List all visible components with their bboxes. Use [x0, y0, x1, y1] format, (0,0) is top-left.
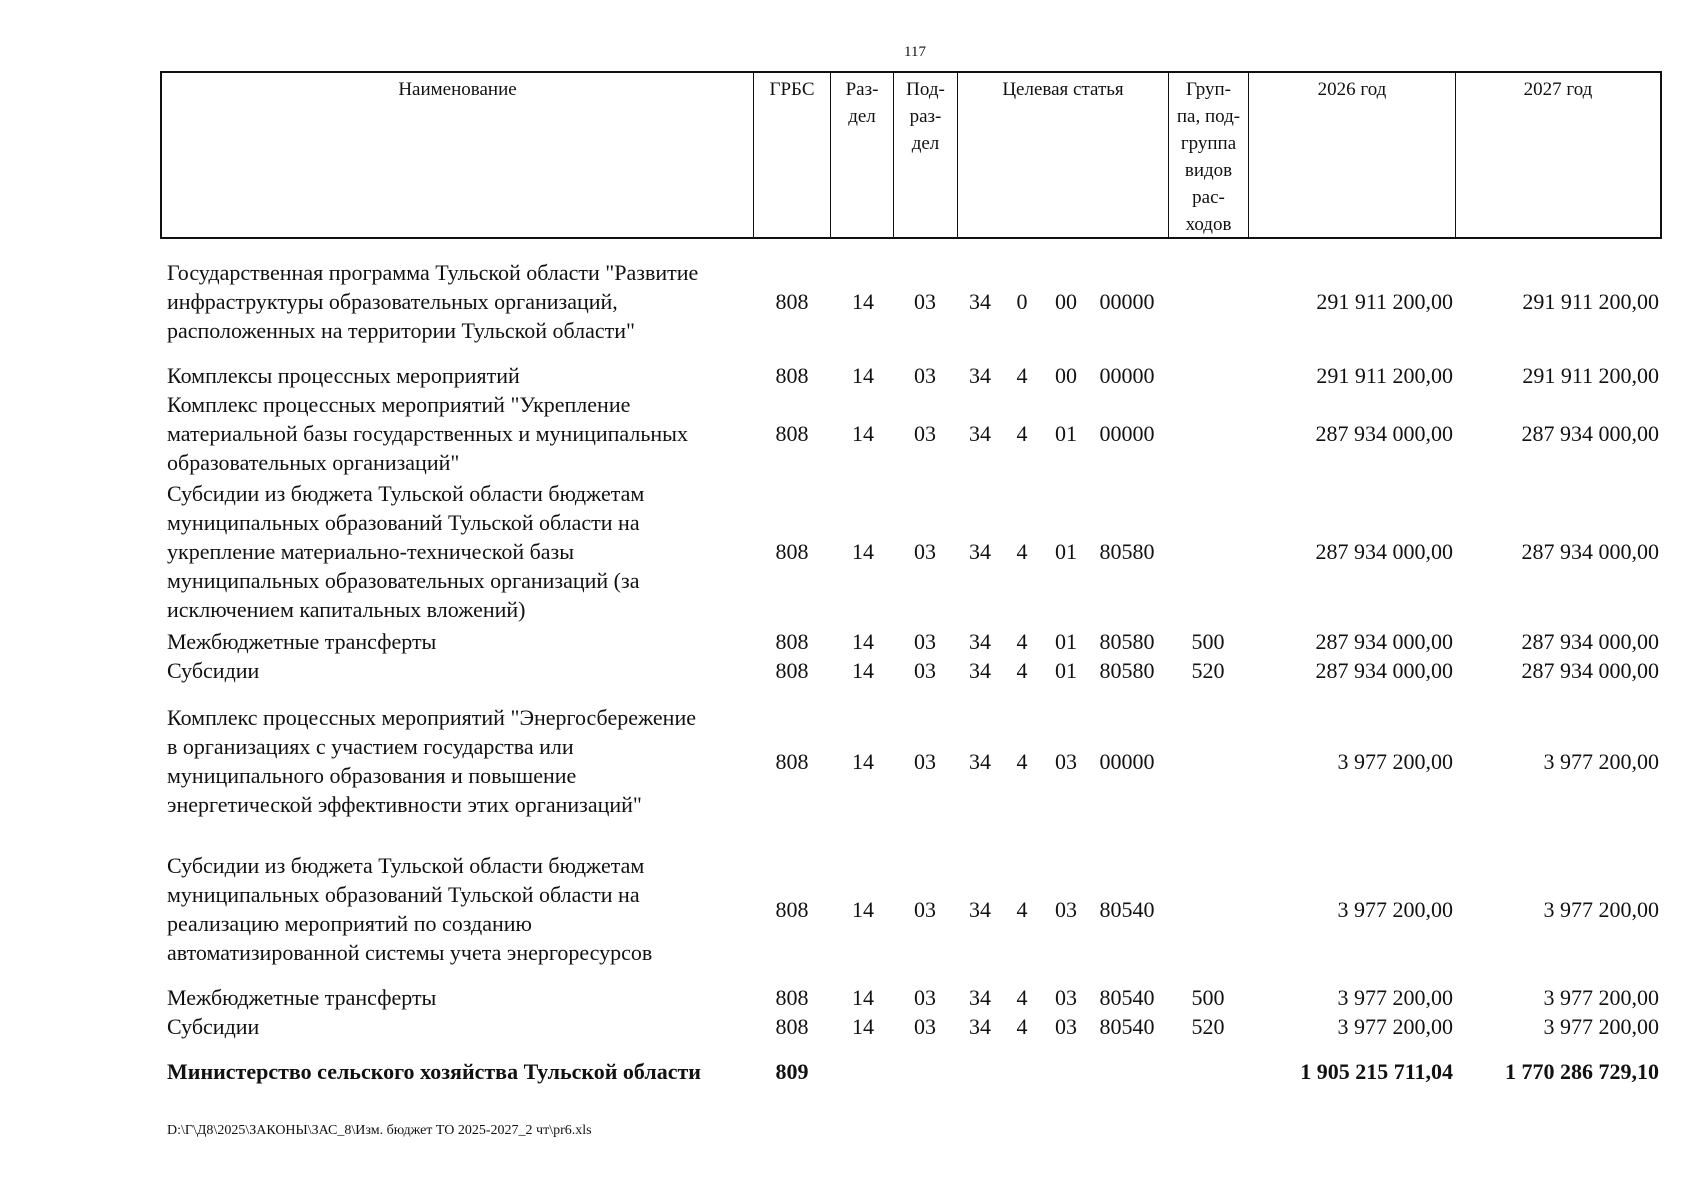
row-cs-type: 4 — [1016, 897, 1028, 922]
row-razdel: 14 — [852, 363, 874, 388]
row-amount-2027: 287 934 000,00 — [1521, 421, 1659, 446]
row-grbs: 808 — [775, 363, 809, 388]
row-grbs: 808 — [775, 749, 809, 774]
row-name: Субсидии — [167, 658, 260, 683]
row-name: Межбюджетные трансферты — [167, 629, 437, 654]
row-cs-program: 34 — [969, 897, 991, 922]
row-amount-2027: 291 911 200,00 — [1522, 289, 1659, 314]
row-cs-program: 34 — [969, 421, 991, 446]
row-grbs: 808 — [775, 658, 809, 683]
row-razdel: 14 — [852, 289, 874, 314]
row-podrazdel: 03 — [914, 985, 936, 1010]
row-razdel: 14 — [852, 421, 874, 446]
row-amount-2026: 287 934 000,00 — [1315, 629, 1453, 654]
row-cs-structure: 00 — [1055, 363, 1077, 388]
row-grbs: 808 — [775, 1014, 809, 1039]
row-cs-direction: 80540 — [1099, 1014, 1155, 1039]
header-year-2027: 2027 год — [1523, 79, 1593, 100]
header-gruppa-vidov-rashodov: Груп- па, под- группа видов рас- ходов — [1169, 73, 1249, 237]
row-cs-type: 4 — [1016, 985, 1028, 1010]
row-cs-direction: 80580 — [1099, 539, 1155, 564]
row-amount-2027: 291 911 200,00 — [1522, 363, 1659, 388]
row-grbs: 808 — [775, 539, 809, 564]
header-year-2026: 2026 год — [1249, 73, 1456, 237]
row-amount-2027: 287 934 000,00 — [1521, 658, 1659, 683]
file-path-footer: D:\Г\Д8\2025\ЗАКОНЫ\ЗАС_8\Изм. бюджет ТО 2025-2027_2 чт\pr6.xls — [167, 1123, 592, 1138]
row-podrazdel: 03 — [914, 749, 936, 774]
row-name: Министерство сельского хозяйства Тульской области — [167, 1059, 701, 1084]
row-cs-type: 4 — [1016, 629, 1028, 654]
row-razdel: 14 — [852, 985, 874, 1010]
row-cs-program: 34 — [969, 749, 991, 774]
row-podrazdel: 03 — [914, 289, 936, 314]
row-amount-2026: 3 977 200,00 — [1337, 749, 1453, 774]
row-razdel: 14 — [852, 1014, 874, 1039]
table-header — [160, 71, 1662, 239]
row-amount-2026: 3 977 200,00 — [1337, 985, 1453, 1010]
row-cs-direction: 80580 — [1099, 629, 1155, 654]
row-razdel: 14 — [852, 658, 874, 683]
row-amount-2026: 291 911 200,00 — [1316, 289, 1453, 314]
row-razdel: 14 — [852, 539, 874, 564]
row-vid-rashodov: 500 — [1191, 985, 1225, 1010]
row-cs-program: 34 — [969, 985, 991, 1010]
row-name: Комплекс процессных мероприятий "Энергосбережение в организациях с участием государства или муниципального образования и повышение энергетической эффективности этих организаций" — [167, 705, 696, 817]
row-amount-2027: 3 977 200,00 — [1543, 749, 1659, 774]
row-amount-2026: 3 977 200,00 — [1337, 897, 1453, 922]
row-cs-program: 34 — [969, 363, 991, 388]
row-amount-2026: 287 934 000,00 — [1315, 658, 1453, 683]
row-cs-type: 0 — [1016, 289, 1028, 314]
row-cs-program: 34 — [969, 539, 991, 564]
row-podrazdel: 03 — [914, 363, 936, 388]
row-grbs: 808 — [775, 289, 809, 314]
row-grbs: 808 — [775, 985, 809, 1010]
row-podrazdel: 03 — [914, 539, 936, 564]
row-cs-type: 4 — [1016, 1014, 1028, 1039]
row-amount-2026: 3 977 200,00 — [1337, 1014, 1453, 1039]
row-cs-direction: 00000 — [1099, 749, 1155, 774]
row-name: Субсидии из бюджета Тульской области бюджетам муниципальных образований Тульской области на укрепление материально-технической базы муниципальных образовательных организаций (за исключением капитальных вложений) — [167, 481, 645, 622]
row-razdel: 14 — [852, 897, 874, 922]
row-name: Комплексы процессных мероприятий — [167, 363, 520, 388]
row-amount-2026: 287 934 000,00 — [1315, 539, 1453, 564]
row-cs-structure: 03 — [1055, 1014, 1077, 1039]
row-cs-direction: 00000 — [1099, 289, 1155, 314]
row-podrazdel: 03 — [914, 1014, 936, 1039]
header-name: Наименование — [162, 73, 754, 237]
row-amount-2026: 291 911 200,00 — [1316, 363, 1453, 388]
row-cs-program: 34 — [969, 1014, 991, 1039]
row-cs-structure: 01 — [1055, 629, 1077, 654]
row-vid-rashodov: 520 — [1191, 1014, 1225, 1039]
row-name: Государственная программа Тульской области "Развитие инфраструктуры образовательных организаций, расположенных на территории Тульской области" — [167, 260, 699, 343]
row-amount-2027: 3 977 200,00 — [1543, 1014, 1659, 1039]
row-cs-direction: 80580 — [1099, 658, 1155, 683]
row-cs-direction: 00000 — [1099, 363, 1155, 388]
row-amount-2027: 1 770 286 729,10 — [1505, 1059, 1659, 1084]
row-cs-program: 34 — [969, 289, 991, 314]
row-cs-structure: 03 — [1055, 749, 1077, 774]
row-amount-2027: 287 934 000,00 — [1521, 629, 1659, 654]
row-podrazdel: 03 — [914, 897, 936, 922]
header-podrazdel: Под- раз- дел — [894, 73, 958, 237]
row-amount-2026: 1 905 215 711,04 — [1300, 1059, 1453, 1084]
row-cs-structure: 03 — [1055, 985, 1077, 1010]
row-name: Субсидии из бюджета Тульской области бюджетам муниципальных образований Тульской области на реализацию мероприятий по созданию автоматизированной системы учета энергоресурсов — [167, 853, 653, 965]
row-podrazdel: 03 — [914, 421, 936, 446]
row-cs-direction: 00000 — [1099, 421, 1155, 446]
row-razdel: 14 — [852, 749, 874, 774]
row-grbs: 809 — [775, 1059, 809, 1084]
row-name: Комплекс процессных мероприятий "Укрепление материальной базы государственных и муниципальных образовательных организаций" — [167, 392, 688, 475]
header-celevaya-statya: Целевая статья — [958, 73, 1169, 237]
row-cs-type: 4 — [1016, 363, 1028, 388]
row-cs-type: 4 — [1016, 658, 1028, 683]
row-cs-direction: 80540 — [1099, 985, 1155, 1010]
row-cs-structure: 01 — [1055, 539, 1077, 564]
row-cs-type: 4 — [1016, 421, 1028, 446]
row-grbs: 808 — [775, 629, 809, 654]
row-cs-type: 4 — [1016, 749, 1028, 774]
row-amount-2027: 287 934 000,00 — [1521, 539, 1659, 564]
row-grbs: 808 — [775, 897, 809, 922]
row-amount-2027: 3 977 200,00 — [1543, 985, 1659, 1010]
row-cs-structure: 03 — [1055, 897, 1077, 922]
row-amount-2027: 3 977 200,00 — [1543, 897, 1659, 922]
row-razdel: 14 — [852, 629, 874, 654]
row-cs-program: 34 — [969, 658, 991, 683]
row-cs-structure: 01 — [1055, 421, 1077, 446]
row-cs-type: 4 — [1016, 539, 1028, 564]
row-cs-structure: 00 — [1055, 289, 1077, 314]
header-grbs: ГРБС — [754, 73, 831, 237]
page-number: 117 — [904, 44, 926, 60]
row-name: Межбюджетные трансферты — [167, 985, 437, 1010]
row-name: Субсидии — [167, 1014, 260, 1039]
row-cs-program: 34 — [969, 629, 991, 654]
row-vid-rashodov: 520 — [1191, 658, 1225, 683]
header-razdel: Раз- дел — [831, 73, 894, 237]
row-podrazdel: 03 — [914, 658, 936, 683]
row-podrazdel: 03 — [914, 629, 936, 654]
row-cs-direction: 80540 — [1099, 897, 1155, 922]
row-vid-rashodov: 500 — [1191, 629, 1225, 654]
row-cs-structure: 01 — [1055, 658, 1077, 683]
row-grbs: 808 — [775, 421, 809, 446]
row-amount-2026: 287 934 000,00 — [1315, 421, 1453, 446]
